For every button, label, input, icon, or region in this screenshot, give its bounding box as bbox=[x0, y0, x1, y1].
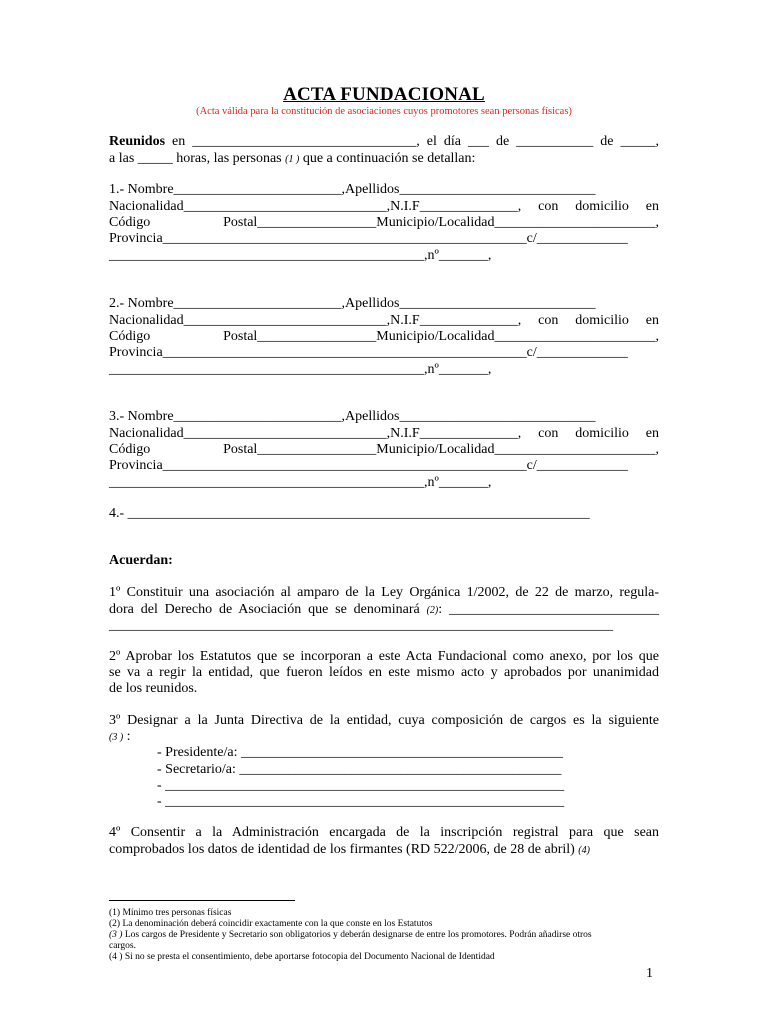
footnote-ref-3: (3 ) bbox=[109, 732, 124, 743]
intro-line-2: a las _____ horas, las personas (1 ) que a continuación se detallan: bbox=[109, 151, 476, 166]
person-1-province-line: Provincia____________________________________________________c/_____________ bbox=[109, 231, 628, 246]
agreement-2-line-3: de los reunidos. bbox=[109, 681, 198, 696]
footnote-ref-1: (1 ) bbox=[285, 154, 300, 165]
person-1-nationality-line: Nacionalidad_____________________________,N.I.F______________, con domicilio en bbox=[109, 199, 660, 214]
person-2-street-line: _____________________________________________,nº_______, bbox=[109, 362, 492, 377]
document-subtitle: (Acta válida para la constitución de asociaciones cuyos promotores sean personas físicas) bbox=[196, 106, 572, 117]
footnote-ref-4: (4) bbox=[578, 845, 590, 856]
footnote-2: (2) La denominación deberá coincidir exactamente con la que conste en los Estatutos bbox=[109, 919, 433, 929]
person-1-street-line: _____________________________________________,nº_______, bbox=[109, 248, 492, 263]
intro-line-1 bbox=[109, 134, 659, 150]
footnote-1: (1) Mínimo tres personas físicas bbox=[109, 908, 232, 918]
person-2-postal-line: Código Postal_________________Municipio/Localidad_______________________, bbox=[109, 329, 659, 344]
role-secretario-line: - Secretario/a: ______________________________________________ bbox=[157, 762, 562, 777]
agreement-2-line-1: 2º Aprobar los Estatutos que se incorporan a este Acta Fundacional como anexo, por los que bbox=[109, 649, 659, 664]
agreement-4-line-1: 4º Consentir a la Administración encargada de la inscripción registral para que sean bbox=[109, 825, 659, 840]
footnote-3: (3 ) Los cargos de Presidente y Secretario son obligatorios y deberán designarse de entre los promotores. Podrán añadirse otros bbox=[109, 930, 592, 940]
document-title: ACTA FUNDACIONAL bbox=[283, 84, 485, 105]
person-3-nationality-line: Nacionalidad_____________________________,N.I.F______________, con domicilio en bbox=[109, 426, 660, 441]
footnote-divider bbox=[109, 900, 295, 901]
role-extra-line-2: - _________________________________________________________ bbox=[157, 794, 565, 809]
footnote-ref-2: (2) bbox=[426, 605, 439, 616]
role-presidente-line: - Presidente/a: ______________________________________________ bbox=[157, 745, 563, 760]
person-2-nationality-line: Nacionalidad_____________________________,N.I.F______________, con domicilio en bbox=[109, 313, 660, 328]
intro-text: en ________________________________, el día ___ de ___________ de _____, bbox=[165, 134, 659, 149]
person-1-name-line: 1.- Nombre________________________,Apellidos____________________________ bbox=[109, 182, 596, 197]
person-4-line: 4.- __________________________________________________________________ bbox=[109, 506, 590, 521]
reunidos-label: Reunidos bbox=[109, 134, 166, 149]
page-number: 1 bbox=[646, 966, 653, 981]
agreement-3-line-2: (3 ) : bbox=[109, 729, 131, 744]
footnote-4: (4 ) Si no se presta el consentimiento, debe aportarse fotocopia del Documento Nacional de Identidad bbox=[109, 952, 495, 962]
person-1-postal-line: Código Postal_________________Municipio/Localidad_______________________, bbox=[109, 215, 659, 230]
person-3-street-line: _____________________________________________,nº_______, bbox=[109, 475, 492, 490]
person-3-name-line: 3.- Nombre________________________,Apellidos____________________________ bbox=[109, 409, 596, 424]
agreement-4-line-2: comprobados los datos de identidad de los firmantes (RD 522/2006, de 28 de abril) (4) bbox=[109, 842, 590, 857]
person-3-postal-line: Código Postal_________________Municipio/Localidad_______________________, bbox=[109, 442, 659, 457]
footnote-3-continued: cargos. bbox=[109, 941, 136, 951]
agreement-1-line-1: 1º Constituir una asociación al amparo de la Ley Orgánica 1/2002, de 22 de marzo, regula- bbox=[109, 585, 659, 600]
acuerdan-heading: Acuerdan: bbox=[109, 553, 173, 568]
agreement-3-line-1: 3º Designar a la Junta Directiva de la entidad, cuya composición de cargos es la siguiente bbox=[109, 713, 659, 728]
person-2-name-line: 2.- Nombre________________________,Apellidos____________________________ bbox=[109, 296, 596, 311]
role-extra-line-1: - _________________________________________________________ bbox=[157, 778, 565, 793]
person-2-province-line: Provincia____________________________________________________c/_____________ bbox=[109, 345, 628, 360]
person-3-province-line: Provincia____________________________________________________c/_____________ bbox=[109, 458, 628, 473]
agreement-2-line-2: se va a regir la entidad, que fueron leídos en este mismo acto y aprobados por unanimidad bbox=[109, 665, 659, 680]
agreement-1-line-2: dora del Derecho de Asociación que se denominará (2): ______________________________ bbox=[109, 602, 660, 617]
agreement-1-line-3: ________________________________________________________________________ bbox=[109, 618, 613, 633]
